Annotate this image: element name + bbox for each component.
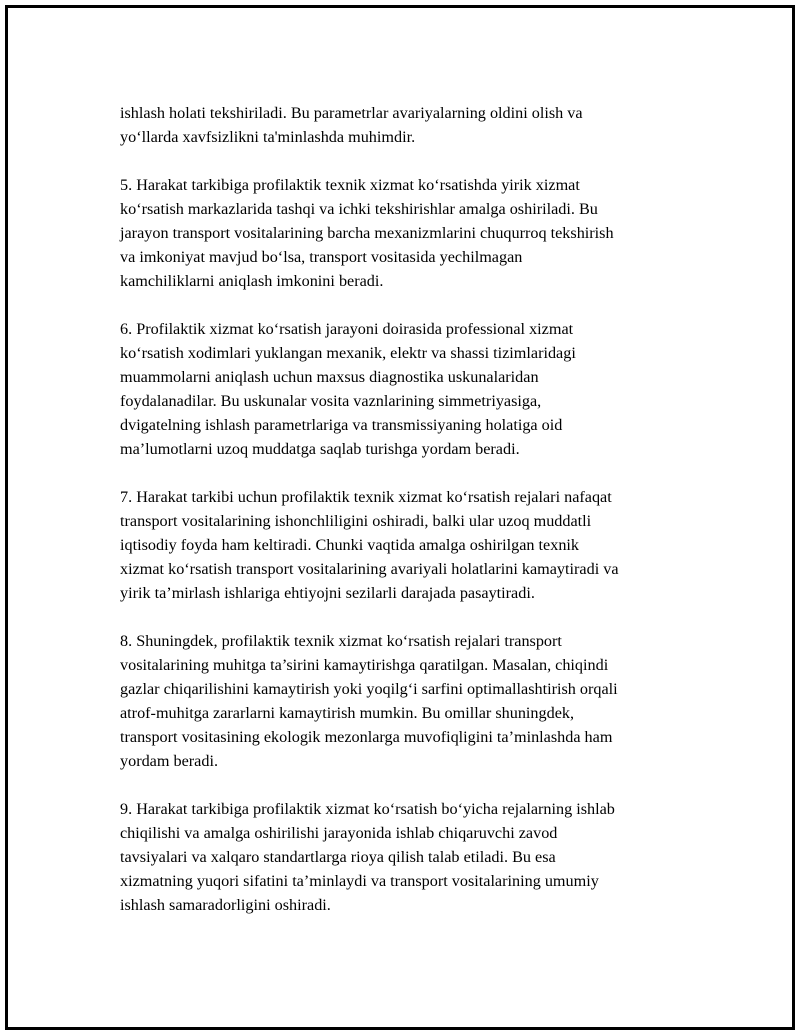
text-line: chiqilishi va amalga oshirilishi jarayonida ishlab chiqaruvchi zavod <box>120 824 558 842</box>
text-line: ko‘rsatish markazlarida tashqi va ichki tekshirishlar amalga oshiriladi. Bu <box>120 200 598 218</box>
text-line: yo‘llarda xavfsizlikni ta'minlashda muhimdir. <box>120 128 416 146</box>
paragraph <box>120 173 700 293</box>
paragraph <box>120 797 700 917</box>
text-line: foydalanadilar. Bu uskunalar vosita vaznlarining simmetriyasiga, <box>120 392 542 410</box>
text-line: ishlash holati tekshiriladi. Bu parametrlar avariyalarning oldini olish va <box>120 104 583 122</box>
text-line: 8. Shuningdek, profilaktik texnik xizmat ko‘rsatish rejalari transport <box>120 632 562 650</box>
text-line: transport vositalarining ishonchliligini oshiradi, balki ular uzoq muddatli <box>120 512 592 530</box>
text-line: vositalarining muhitga ta’sirini kamaytirishga qaratilgan. Masalan, chiqindi <box>120 656 609 674</box>
page-frame <box>5 5 795 1030</box>
text-line: xizmat ko‘rsatish transport vositalarining avariyali holatlarini kamaytiradi va <box>120 560 619 578</box>
paragraph <box>120 317 700 461</box>
text-line: ishlash samaradorligini oshiradi. <box>120 896 331 914</box>
text-line: xizmatning yuqori sifatini ta’minlaydi va transport vositalarining umumiy <box>120 872 599 890</box>
text-line: iqtisodiy foyda ham keltiradi. Chunki vaqtida amalga oshirilgan texnik <box>120 536 580 554</box>
text-line: transport vositasining ekologik mezonlarga muvofiqligini ta’minlashda ham <box>120 728 613 746</box>
text-line: muammolarni aniqlash uchun maxsus diagnostika uskunalaridan <box>120 368 539 386</box>
text-line: ma’lumotlarni uzoq muddatga saqlab turishga yordam beradi. <box>120 440 520 458</box>
text-line: jarayon transport vositalarining barcha mexanizmlarini chuqurroq tekshirish <box>120 224 614 242</box>
text-line: kamchiliklarni aniqlash imkonini beradi. <box>120 272 384 290</box>
text-line: yirik ta’mirlash ishlariga ehtiyojni sezilarli darajada pasaytiradi. <box>120 584 535 602</box>
text-line: 9. Harakat tarkibiga profilaktik xizmat ko‘rsatish bo‘yicha rejalarning ishlab <box>120 800 615 818</box>
text-line: gazlar chiqarilishini kamaytirish yoki yoqilg‘i sarfini optimallashtirish orqali <box>120 680 618 698</box>
text-line: atrof-muhitga zararlarni kamaytirish mumkin. Bu omillar shuningdek, <box>120 704 575 722</box>
text-line: yordam beradi. <box>120 752 218 770</box>
text-line: 7. Harakat tarkibi uchun profilaktik texnik xizmat ko‘rsatish rejalari nafaqat <box>120 488 612 506</box>
text-line: va imkoniyat mavjud bo‘lsa, transport vositasida yechilmagan <box>120 248 523 266</box>
text-line: ko‘rsatish xodimlari yuklangan mexanik, elektr va shassi tizimlaridagi <box>120 344 576 362</box>
paragraph <box>120 101 700 149</box>
paragraph <box>120 485 700 605</box>
text-line: 5. Harakat tarkibiga profilaktik texnik xizmat ko‘rsatishda yirik xizmat <box>120 176 580 194</box>
paragraph <box>120 629 700 773</box>
text-line: 6. Profilaktik xizmat ko‘rsatish jarayoni doirasida professional xizmat <box>120 320 574 338</box>
text-line: dvigatelning ishlash parametrlariga va transmissiyaning holatiga oid <box>120 416 563 434</box>
document-body <box>120 101 700 941</box>
text-line: tavsiyalari va xalqaro standartlarga rioya qilish talab etiladi. Bu esa <box>120 848 556 866</box>
